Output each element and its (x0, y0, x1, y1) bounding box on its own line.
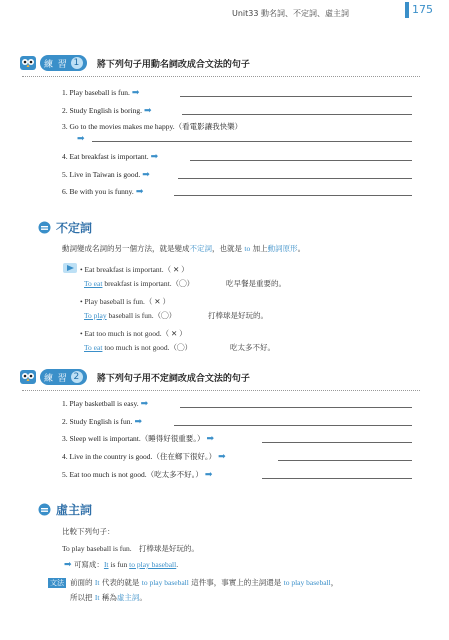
example-translation: 吃太多不好。 (230, 343, 275, 352)
grammar-tag: 文法 (50, 579, 64, 587)
example-translation: 打棒球是好玩的。 (208, 311, 268, 320)
exercise1-item: 4. Eat breakfast is important. ➡ (62, 151, 159, 161)
answer-line[interactable] (174, 195, 412, 196)
section-icon (38, 503, 51, 516)
answer-line[interactable] (180, 407, 412, 408)
section-icon (38, 221, 51, 234)
exercise1-item: 5. Live in Taiwan is good. ➡ (62, 169, 150, 179)
example-wrong: • Play baseball is fun.（ ✕ ） (80, 297, 170, 306)
exercise1-item: 2. Study English is boring. ➡ (62, 105, 152, 115)
answer-line[interactable] (180, 96, 412, 97)
exercise1-badge (40, 55, 87, 71)
grammar-note-line2: 所以把 It 稱為虛主詞。 (70, 593, 147, 602)
compare-label: 比較下列句子： (62, 527, 115, 536)
arrow-icon: ➡ (206, 433, 215, 443)
divider (22, 76, 420, 77)
rewrite-line: ➡ 可寫成：It is fun to play baseball. (64, 560, 179, 570)
arrow-icon: ➡ (135, 186, 144, 196)
exercise1-title: 將下列句子用動名詞改成合文法的句子 (96, 59, 250, 70)
grammar-note: 文法 前面的 It 代表的就是 to play baseball 這件事，事實上的主詞還是 to play baseball， (50, 578, 339, 587)
arrow-icon: ➡ (204, 469, 213, 479)
example-right: To eat too much is not good.（◯） (84, 343, 193, 352)
arrow-icon: ➡ (140, 398, 149, 408)
exercise1-header (18, 52, 250, 74)
answer-line[interactable] (178, 178, 412, 179)
exercise2-header (18, 366, 250, 388)
exercise2-item: 3. Sleep well is important.（睡得好很重要。） ➡ (62, 433, 215, 443)
exercise2-number: 2 (71, 371, 83, 383)
example-icon (63, 263, 77, 273)
exercise2-badge (40, 369, 87, 385)
answer-line[interactable] (262, 478, 412, 479)
exercise2-badge-label: 練 習 (44, 373, 68, 384)
exercise1-badge-label: 練 習 (44, 59, 68, 70)
arrow-icon: ➡ (150, 151, 159, 161)
divider (22, 390, 420, 391)
arrow-icon: ➡ (134, 416, 142, 426)
dummy-subject-heading: 虛主詞 (38, 501, 92, 518)
answer-line[interactable] (92, 141, 412, 142)
exercise1-item: 6. Be with you is funny. ➡ (62, 186, 144, 196)
exercise2-item: 1. Play basketball is easy. ➡ (62, 398, 149, 408)
example-right: To play baseball is fun.（◯） (84, 311, 177, 320)
arrow-icon: ➡ (142, 169, 150, 179)
answer-line[interactable] (278, 460, 412, 461)
exercise1-item: 3. Go to the movies makes me happy.（看電影讓我快樂） (62, 122, 243, 131)
exercise2-item: 2. Study English is fun. ➡ (62, 416, 142, 426)
arrow-icon: ➡ (218, 451, 226, 461)
exercise2-item: 5. Eat too much is not good.（吃太多不好。） ➡ (62, 469, 213, 479)
infinitive-intro: 動詞變成名詞的另一個方法，就是變成不定詞，也就是 to 加上動詞原形。 (62, 244, 306, 253)
arrow-icon: ➡ (144, 105, 152, 115)
example-wrong: • Eat too much is not good.（ ✕ ） (80, 329, 187, 338)
arrow-icon: ➡ (64, 560, 72, 570)
answer-line[interactable] (174, 425, 412, 426)
infinitive-heading: 不定詞 (38, 219, 92, 236)
example-translation: 吃早餐是重要的。 (226, 279, 286, 288)
exercise2-item: 4. Live in the country is good.（住在鄉下很好。） ➡ (62, 451, 226, 461)
owl-icon (18, 54, 38, 72)
page-number-bar (405, 2, 409, 18)
unit-header: Unit33 動名詞、不定詞、虛主詞 (232, 9, 350, 18)
example-right: To eat breakfast is important.（◯） (84, 279, 195, 288)
compare-sentence: To play baseball is fun. 打棒球是好玩的。 (62, 544, 199, 553)
answer-line[interactable] (262, 442, 412, 443)
exercise1-item: 1. Play baseball is fun. ➡ (62, 87, 140, 97)
arrow-icon: ➡ (131, 87, 140, 97)
owl-icon (18, 368, 38, 386)
exercise1-number: 1 (71, 57, 83, 69)
exercise2-title: 將下列句子用不定詞改成合文法的句子 (96, 373, 250, 384)
answer-line[interactable] (182, 114, 412, 115)
answer-line[interactable] (190, 160, 412, 161)
arrow-icon: ➡ (77, 133, 85, 143)
page-number: 175 (412, 3, 433, 16)
example-wrong: • Eat breakfast is important.（ ✕ ） (80, 265, 189, 274)
